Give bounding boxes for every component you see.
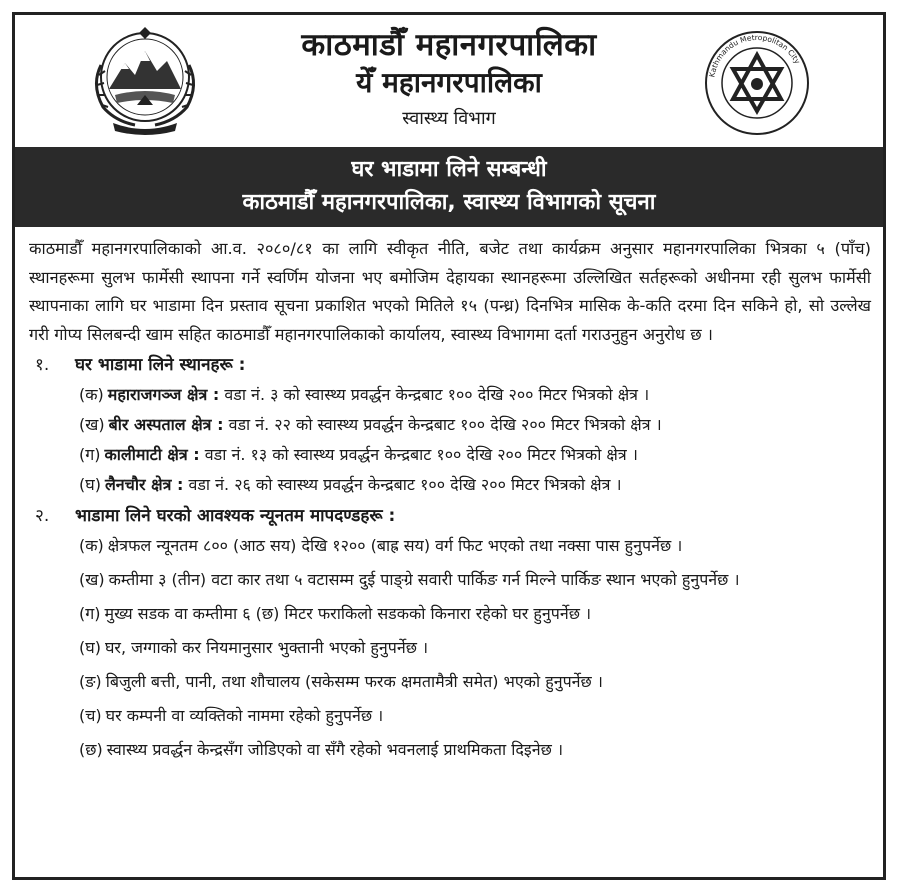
- item-marker: (ख): [79, 415, 105, 435]
- org-title: काठमाडौँ महानगरपालिका: [301, 27, 597, 63]
- banner-title-line1: घर भाडामा लिने सम्बन्धी: [351, 157, 547, 182]
- criterion-text: बिजुली बत्ती, पानी, तथा शौचालय (सकेसम्म फरक क्षमतामैत्री समेत) भएको हुनुपर्नेछ ।: [105, 672, 603, 692]
- list-item: [79, 565, 871, 594]
- org-title-newari: येँ महानगरपालिका: [356, 66, 542, 99]
- seal-text: Kathmandu Metropolitan City: [707, 32, 803, 78]
- notice-header: [15, 15, 883, 147]
- item-marker: (छ): [79, 740, 103, 760]
- banner-title-line2: काठमाडौँ महानगरपालिका, स्वास्थ्य विभागको सूचना: [242, 190, 656, 215]
- list-item: [79, 380, 871, 410]
- criterion-text: घर कम्पनी वा व्यक्तिको नाममा रहेको हुनुपर्नेछ ।: [105, 706, 384, 726]
- notice-banner: [15, 147, 883, 227]
- department-name: स्वास्थ्य विभाग: [402, 108, 496, 129]
- location-desc: वडा नं. २६ को स्वास्थ्य प्रवर्द्धन केन्द्रबाट १०० देखि २०० मिटर भित्रको क्षेत्र ।: [188, 475, 622, 495]
- item-marker: (क): [79, 536, 104, 556]
- section1-title: घर भाडामा लिने स्थानहरू :: [75, 355, 246, 376]
- list-item: [79, 531, 871, 560]
- item-marker: (घ): [79, 638, 101, 658]
- criterion-text: मुख्य सडक वा कम्तीमा ६ (छ) मिटर फराकिलो सडकको किनारा रहेको घर हुनुपर्नेछ ।: [104, 604, 592, 624]
- list-item: [79, 440, 871, 470]
- item-marker: (ङ): [79, 672, 102, 692]
- criterion-text: क्षेत्रफल न्यूनतम ८०० (आठ सय) देखि १२०० (बाह्र सय) वर्ग फिट भएको तथा नक्सा पास हुनुपर्नेछ ।: [107, 536, 683, 556]
- criterion-text: घर, जग्गाको कर नियमानुसार भुक्तानी भएको हुनुपर्नेछ ।: [104, 638, 429, 658]
- item-marker: (ग): [79, 445, 101, 465]
- location-name: कालीमाटी क्षेत्र :: [104, 445, 200, 465]
- nepal-emblem-icon: [85, 25, 205, 137]
- location-desc: वडा नं. १३ को स्वास्थ्य प्रवर्द्धन केन्द्रबाट १०० देखि २०० मिटर भित्रको क्षेत्र ।: [204, 445, 638, 465]
- section2-number: २.: [35, 506, 50, 527]
- location-desc: वडा नं. ३ को स्वास्थ्य प्रवर्द्धन केन्द्रबाट १०० देखि २०० मिटर भित्रको क्षेत्र ।: [224, 385, 650, 405]
- list-item: [79, 470, 871, 500]
- item-marker: (घ): [79, 475, 101, 495]
- section1-heading: [35, 350, 871, 380]
- item-marker: (ख): [79, 570, 105, 590]
- list-item: [79, 599, 871, 628]
- criterion-text: कम्तीमा ३ (तीन) वटा कार तथा ५ वटासम्म दुई पाङ्ग्रे सवारी पार्किङ गर्न मिल्ने पार्किङ स्थान भएको हुनुपर्नेछ ।: [108, 570, 740, 590]
- list-item: [79, 667, 871, 696]
- location-name: महाराजगञ्ज क्षेत्र :: [107, 385, 220, 405]
- section1-number: १.: [35, 355, 50, 376]
- list-item: [79, 701, 871, 730]
- location-name: बीर अस्पताल क्षेत्र :: [108, 415, 224, 435]
- list-item: [79, 633, 871, 662]
- list-item: [79, 410, 871, 440]
- section2-heading: [35, 501, 871, 531]
- notice-frame: [12, 12, 886, 880]
- item-marker: (ग): [79, 604, 101, 624]
- list-item: [79, 735, 871, 764]
- notice-body: [15, 227, 883, 764]
- section2-title: भाडामा लिने घरको आवश्यक न्यूनतम मापदण्डहरू :: [75, 506, 396, 527]
- item-marker: (च): [79, 706, 102, 726]
- location-name: लैनचौर क्षेत्र :: [104, 475, 184, 495]
- criterion-text: स्वास्थ्य प्रवर्द्धन केन्द्रसँग जोडिएको वा सँगै रहेको भवनलाई प्राथमिकता दिइनेछ ।: [106, 740, 564, 760]
- intro-paragraph: काठमाडौँ महानगरपालिकाको आ.व. २०८०/८१ का लागि स्वीकृत नीति, बजेट तथा कार्यक्रम अनुसार महानगरपालिका भित्रका ५ (पाँच) स्थानहरूमा सुलभ फार्मेसी स्थापना गर्ने स्वर्णिम योजना भए बमोजिम देहायका स्थानहरूमा उल्लिखित सर्तहरूको अधीनमा रही सुलभ फार्मेसी स्थापनाका लागि घर भाडामा दिन प्रस्ताव सूचना प्रकाशित भएको मितिले १५ (पन्ध्र) दिनभित्र मासिक के-कति दरमा दिन सकिने हो, सो उल्लेख गरी गोप्य सिलबन्दी खाम सहित काठमाडौँ महानगरपालिकाको कार्यालय, स्वास्थ्य विभागमा दर्ता गराउनुहुन अनुरोध छ ।: [29, 239, 871, 344]
- location-desc: वडा नं. २२ को स्वास्थ्य प्रवर्द्धन केन्द्रबाट १०० देखि २०० मिटर भित्रको क्षेत्र ।: [228, 415, 662, 435]
- kmc-seal-icon: [703, 29, 811, 137]
- item-marker: (क): [79, 385, 104, 405]
